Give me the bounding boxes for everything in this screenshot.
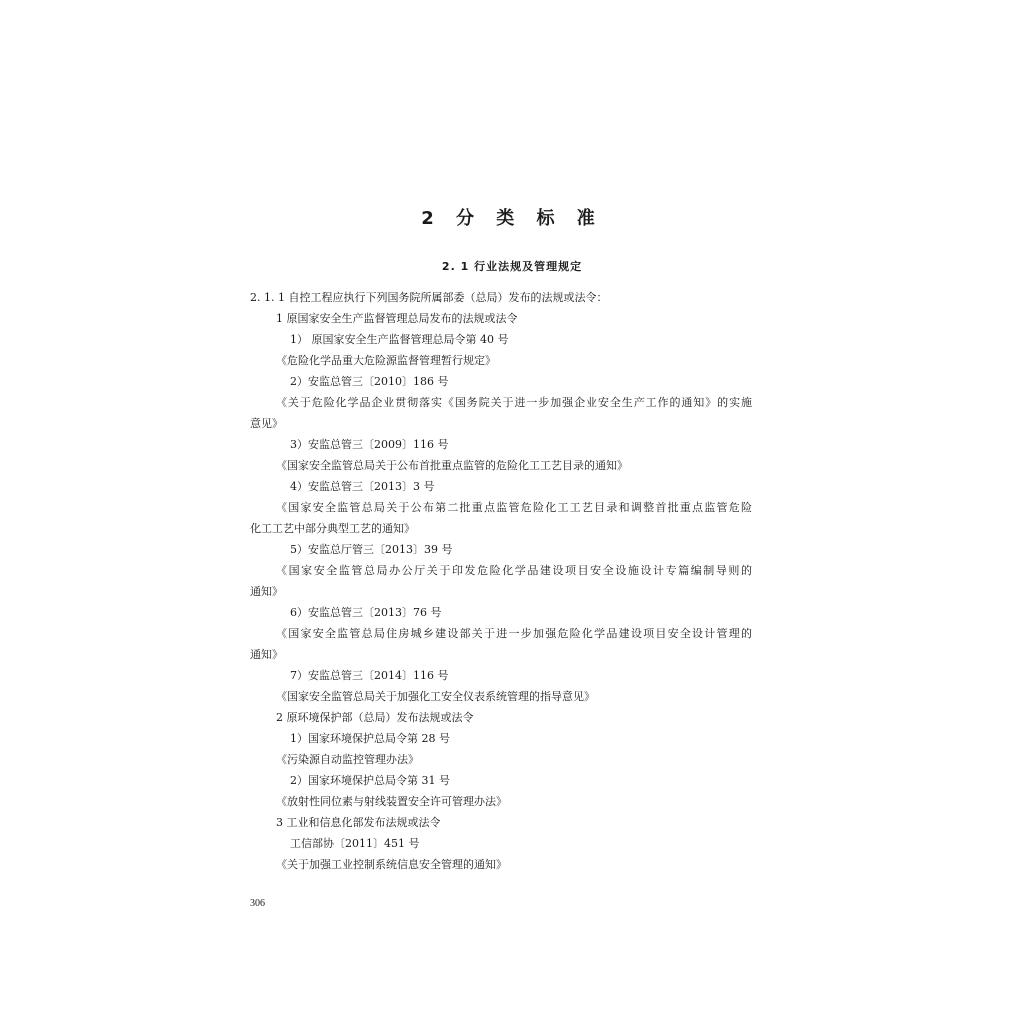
regulation-title-cont: 化工工艺中部分典型工艺的通知》 <box>250 522 415 535</box>
sub-item-4: 4）安监总管三〔2013〕3 号 <box>290 480 435 493</box>
sub-item-5: 5）安监总厅管三〔2013〕39 号 <box>290 543 453 556</box>
chapter-title: 2 分 类 标 准 <box>421 208 603 229</box>
regulation-title: 《国家安全监管总局关于公布首批重点监管的危险化工工艺目录的通知》 <box>276 459 628 472</box>
document-number: 工信部协〔2011〕451 号 <box>290 837 420 850</box>
clause-2-1-1: 2. 1. 1 自控工程应执行下列国务院所属部委（总局）发布的法规或法令： <box>250 291 608 304</box>
regulation-title: 《关于危险化学品企业贯彻落实《国务院关于进一步加强企业安全生产工作的通知》的实施 <box>276 396 752 409</box>
regulation-title-cont: 意见》 <box>250 417 283 430</box>
item-3-heading: 3 工业和信息化部发布法规或法令 <box>276 816 441 829</box>
regulation-title-cont: 通知》 <box>250 648 283 661</box>
regulation-title-cont: 通知》 <box>250 585 283 598</box>
regulation-title: 《国家安全监管总局住房城乡建设部关于进一步加强危险化学品建设项目安全设计管理的 <box>276 627 752 640</box>
regulation-title: 《污染源自动监控管理办法》 <box>276 753 419 766</box>
regulation-title: 《国家安全监管总局关于加强化工安全仪表系统管理的指导意见》 <box>276 690 595 703</box>
item-1-heading: 1 原国家安全生产监督管理总局发布的法规或法令 <box>276 312 518 325</box>
regulation-title: 《国家安全监管总局关于公布第二批重点监管危险化工工艺目录和调整首批重点监管危险 <box>276 501 752 514</box>
sub-item-2: 2）安监总管三〔2010〕186 号 <box>290 375 449 388</box>
sub-item-2: 2）国家环境保护总局令第 31 号 <box>290 774 450 787</box>
page-number: 306 <box>250 898 265 909</box>
sub-item-1: 1） 原国家安全生产监督管理总局令第 40 号 <box>290 333 509 346</box>
regulation-title: 《国家安全监管总局办公厅关于印发危险化学品建设项目安全设施设计专篇编制导则的 <box>276 564 752 577</box>
section-title: 2. 1 行业法规及管理规定 <box>441 260 583 273</box>
sub-item-3: 3）安监总管三〔2009〕116 号 <box>290 438 449 451</box>
regulation-title: 《放射性同位素与射线装置安全许可管理办法》 <box>276 795 507 808</box>
sub-item-1: 1）国家环境保护总局令第 28 号 <box>290 732 450 745</box>
regulation-title: 《危险化学品重大危险源监督管理暂行规定》 <box>276 354 496 367</box>
sub-item-6: 6）安监总管三〔2013〕76 号 <box>290 606 442 619</box>
regulation-title: 《关于加强工业控制系统信息安全管理的通知》 <box>276 858 507 871</box>
item-2-heading: 2 原环境保护部（总局）发布法规或法令 <box>276 711 474 724</box>
sub-item-7: 7）安监总管三〔2014〕116 号 <box>290 669 449 682</box>
